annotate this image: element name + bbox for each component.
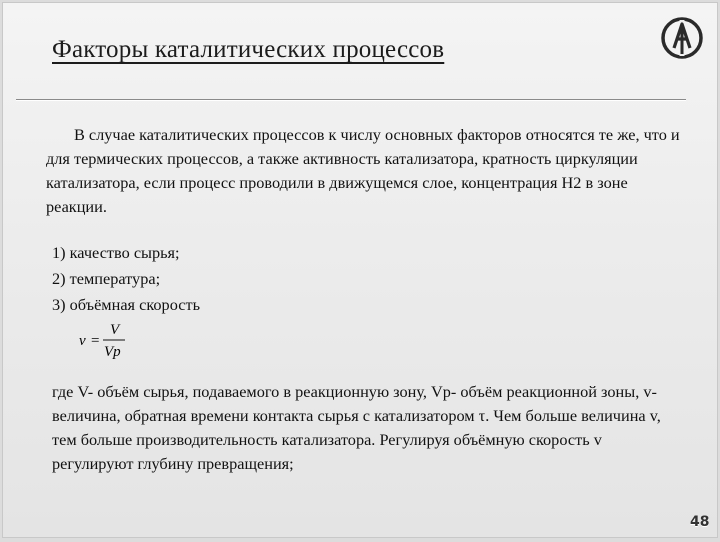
formula-numerator: V — [110, 322, 120, 338]
formula-lhs: v — [79, 333, 86, 349]
title-divider — [16, 99, 686, 100]
list-item: 2) температура; — [52, 269, 161, 288]
formula-equals: = — [91, 333, 100, 349]
slide-title: Факторы каталитических процессов — [52, 36, 445, 63]
space-velocity-formula — [77, 320, 147, 360]
page-number: 48 — [690, 514, 710, 530]
intro-paragraph: В случае каталитических процессов к числу основных факторов относятся те же, что и для термических процессов, а также активность катализатора, кратность циркуляции катализатора, если процесс проводили в движущемся слое, концентрация Н2 в зоне реакции. — [46, 125, 680, 216]
university-logo-icon — [658, 14, 706, 62]
factors-list — [52, 240, 200, 318]
explanation-paragraph: где V- объём сырья, подаваемого в реакционную зону, Vp- объём реакционной зоны, v- величина, обратная времени контакта сырья с катализатором τ. Чем больше величина v, тем больше производительность катализатора. Регулируя объёмную скорость v регулируют глубину превращения; — [52, 382, 661, 473]
list-item: 1) качество сырья; — [52, 243, 180, 262]
list-item: 3) объёмная скорость — [52, 295, 201, 314]
formula-denominator: Vp — [104, 344, 121, 360]
slide — [2, 2, 718, 538]
